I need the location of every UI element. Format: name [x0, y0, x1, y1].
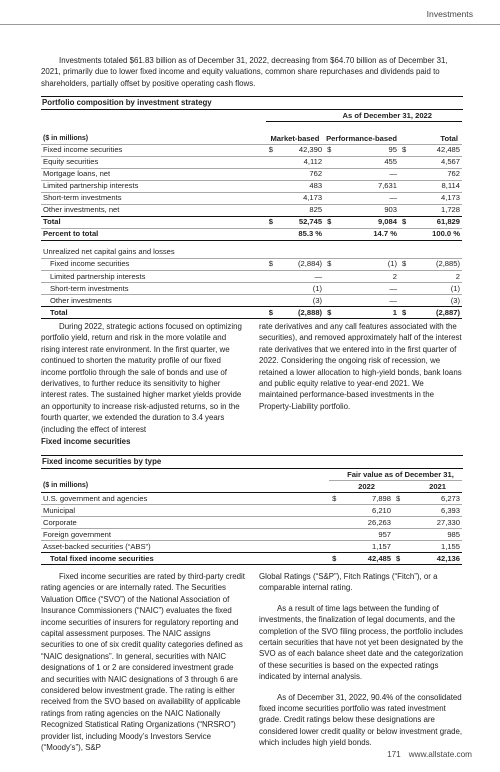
section-header: Investments — [426, 9, 473, 19]
table-row: Corporate 26,263 27,330 — [41, 517, 462, 529]
table-row: U.S. government and agencies $ 7,898 $ 6,273 — [41, 493, 462, 505]
portfolio-composition-table — [41, 110, 462, 319]
table1-col-total: Total — [399, 122, 462, 145]
page-number: 171 — [387, 750, 401, 759]
table-row: Other investments (3) — (3) — [41, 295, 462, 307]
table-row: Other investments, net 825 903 1,728 — [41, 204, 462, 216]
table-row: Foreign government 957 985 — [41, 529, 462, 541]
table2-title: Fixed income securities by type — [41, 455, 463, 469]
ratings-paragraph: Fixed income securities are rated by third-party credit rating agencies or are internally rated. The Securities Valuation Office (“SVO”) of the National Association of Insurance Commissioners (“NAIC”) evaluates the fixed income securities of insurers for regulatory reporting and capital assessment purposes. The NAIC assigns securities to one of six credit quality categories defined as “NAIC designations”. In general, securities with NAIC designations of 1 or 2 are considered investment grade and securities with NAIC designations of 3 through 6 are considered below investment grade. The rating is either received from the SVO based on availability of applicable ratings from rating agencies on the NAIC Nationally Recognized Statistical Rating Organizations (“NRSRO”) provider list, including Moody’s Investors Service (“Moody’s”), S&P — [41, 572, 245, 753]
table1-period-header: As of December 31, 2022 — [266, 110, 462, 122]
header-rule — [0, 24, 500, 25]
section-subheading: Fixed income securities — [41, 437, 131, 446]
table-row: Asset-backed securities (“ABS”) 1,157 1,155 — [41, 541, 462, 553]
page-footer — [379, 750, 472, 759]
strategy-paragraph: During 2022, strategic actions focused on optimizing portfolio yield, return and risk in the more volatile and rising interest rate environment. In the first quarter, we continued to shorten the maturity profile of our fixed income portfolio through the sale of bonds and use of derivatives, to further reduce its sensitivity to higher interest rates. The sustained higher market yields provide an opportunity to increase risk-adjusted returns, so in the fourth quarter, we extended the duration to 3.4 years (including the effect of interest — [41, 322, 242, 434]
table2-col-2022: 2022 — [329, 481, 393, 493]
table-row: Equity securities 4,112 455 4,567 — [41, 156, 462, 168]
table1-title: Portfolio composition by investment strategy — [41, 96, 463, 110]
table-total-row: Total $ 52,745 $ 9,084 $ 61,829 — [41, 216, 462, 228]
table-row: Limited partnership interests 483 7,631 8,114 — [41, 180, 462, 192]
table-percent-row: Percent to total 85.3 % 14.7 % 100.0 % — [41, 228, 462, 240]
table-row: Limited partnership interests — 2 2 — [41, 271, 462, 283]
text-column-right-2 — [259, 571, 463, 758]
table-row: Mortgage loans, net 762 — 762 — [41, 168, 462, 180]
text-column-left-1 — [41, 321, 245, 444]
table-row: Short-term investments 4,173 — 4,173 — [41, 192, 462, 204]
timing-paragraph: As a result of time lags between the funding of investments, the finalization of legal documents, and the completion of the SVO filing process, the portfolio includes certain securities that have not yet been designated by the SVO as of each balance sheet date and the categorization of these securities is based on the expected ratings indicated by internal analysis. — [259, 603, 463, 682]
table-total-row: Total $ (2,888) $ 1 $ (2,887) — [41, 307, 462, 319]
table1-col-perf: Performance-based — [324, 122, 399, 145]
strategy-paragraph-cont: rate derivatives and any call features associated with the securities), and removed approximately half of the interest rate derivatives that we entered into in the first quarter of 2022. Considering the ongoing risk of recession, we retained a lower allocation to high-yield bonds, bank loans and public equity relative to year-end 2021. We maintained performance-based investments in the Property-Liability portfolio. — [259, 322, 462, 411]
fixed-income-by-type-table — [41, 469, 462, 565]
table2-units: ($ in millions) — [41, 481, 329, 493]
text-column-left-2 — [41, 571, 245, 763]
text-column-right-1 — [259, 321, 463, 421]
table-total-row: Total fixed income securities $ 42,485 $ 42,136 — [41, 553, 462, 565]
website-link[interactable]: www.allstate.com — [408, 750, 472, 759]
table-row: Fixed income securities $ 42,390 $ 95 $ 42,485 — [41, 144, 462, 156]
investment-grade-paragraph: As of December 31, 2022, 90.4% of the consolidated fixed income securities portfolio was rated investment grade. Credit ratings below these designations are considered lower credit quality or below investment grade, which includes high yield bonds. — [259, 692, 463, 748]
table-row: Municipal 6,210 6,393 — [41, 505, 462, 517]
intro-paragraph: Investments totaled $61.83 billion as of December 31, 2022, decreasing from $64.70 billion as of December 31, 2021, primarily due to lower fixed income and equity valuations, common share repurchases and dividends paid to shareholders, partially offset by positive operating cash flows. — [41, 56, 448, 88]
table2-period-header: Fair value as of December 31, — [329, 469, 462, 481]
table1-col-market: Market-based — [266, 122, 324, 145]
table-section-row: Unrealized net capital gains and losses — [41, 247, 462, 259]
table2-col-2021: 2021 — [393, 481, 462, 493]
table1-units: ($ in millions) — [41, 122, 266, 145]
ratings-paragraph-cont: Global Ratings (“S&P”), Fitch Ratings (“Fitch”), or a comparable internal rating. — [259, 572, 438, 593]
table-row: Fixed income securities $ (2,884) $ (1) $ (2,885) — [41, 258, 462, 270]
table-row: Short-term investments (1) — (1) — [41, 283, 462, 295]
